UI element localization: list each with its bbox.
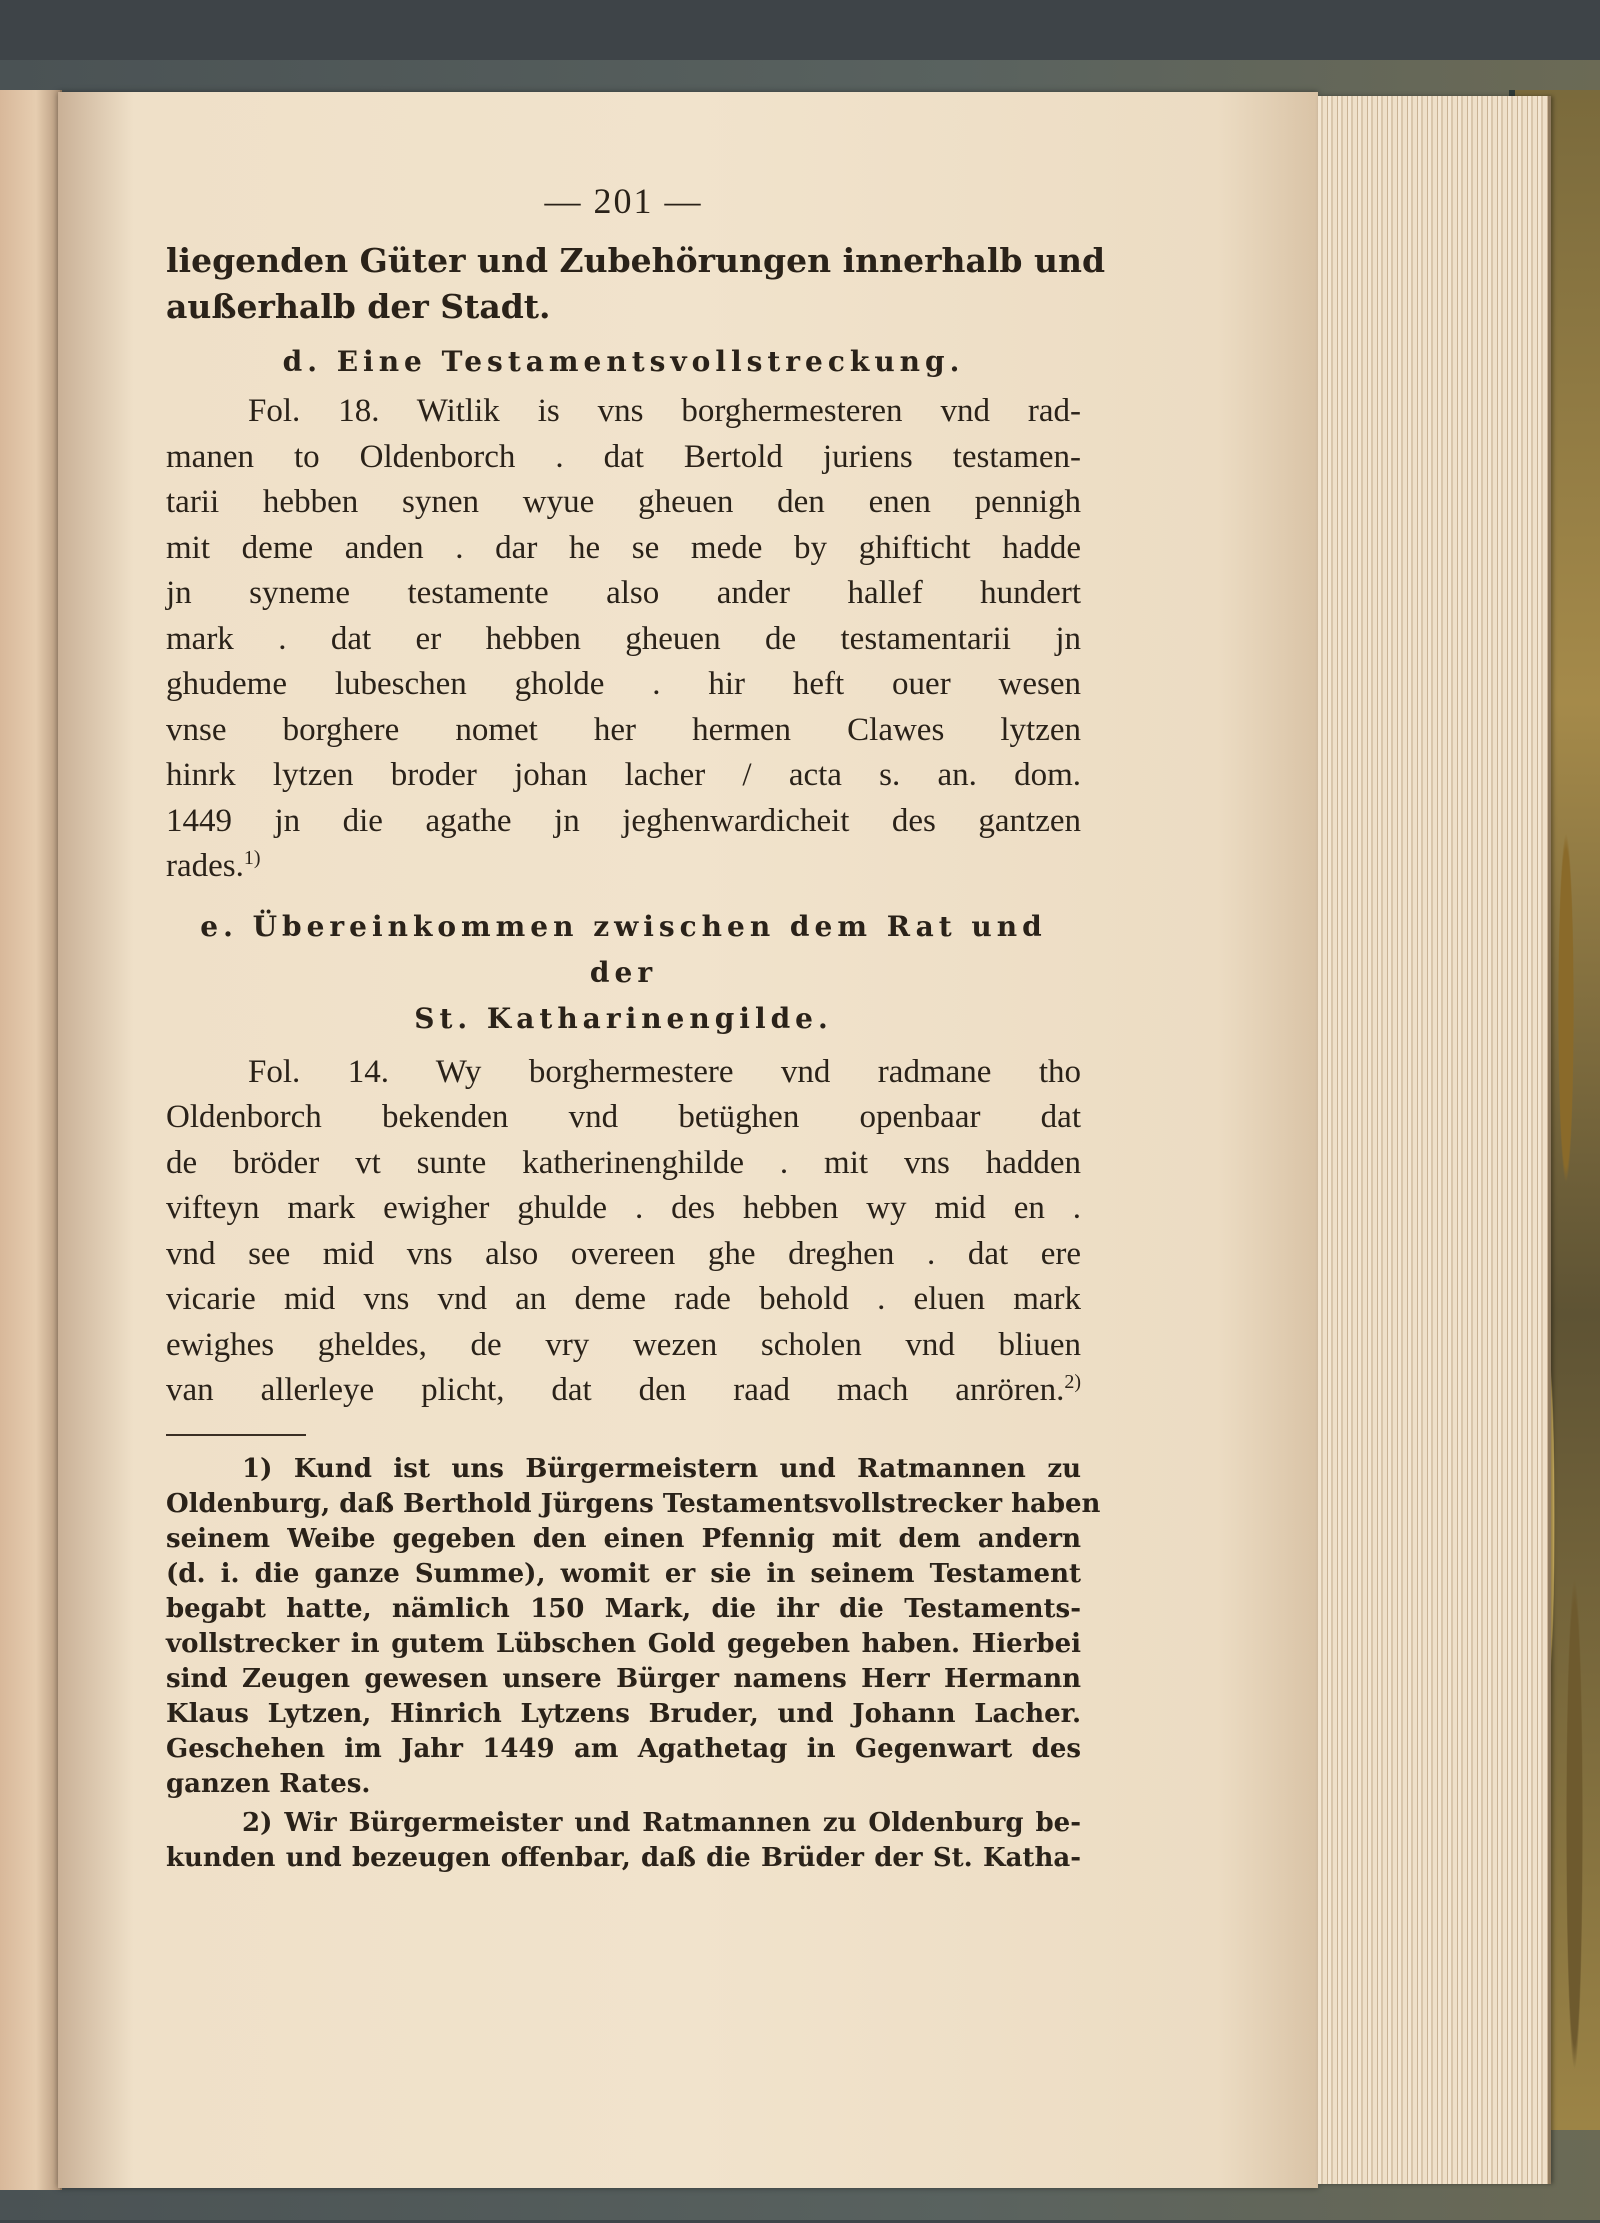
previous-page-edge <box>0 90 62 2190</box>
text-line: mark . dat er hebben gheuen de testamentarii jn <box>166 620 1081 657</box>
text-line <box>166 844 1081 890</box>
section-heading-e: e. Übereinkommen zwischen dem Rat und der <box>200 909 1047 989</box>
text-line: Oldenborch bekenden vnd betüghen openbaar dat <box>166 1099 1081 1135</box>
text-line: jn syneme testamente also ander hallef hundert <box>166 575 1081 611</box>
text-line <box>166 1368 1081 1414</box>
section-heading-e-cont: St. Katharinengilde. <box>414 1001 833 1035</box>
text-line: ghudeme lubeschen gholde . hir heft ouer wesen <box>166 666 1081 702</box>
footnote-2 <box>166 1806 1081 1876</box>
footnote-ref-1[interactable]: 1) <box>243 847 261 869</box>
text-line: vifteyn mark ewigher ghulde . des hebben wy mid en . <box>166 1190 1081 1226</box>
text-fragment: rades. <box>166 848 244 884</box>
footnote-line: sind Zeugen gewesen unsere Bürger namens Herr Hermann <box>166 1663 1081 1694</box>
page-block-edges <box>1318 96 1551 2184</box>
text-line: mit deme anden . dar he se mede by ghifticht hadde <box>166 529 1081 566</box>
footnote-line: seinem Weibe gegeben den einen Pfennig mit dem andern <box>166 1523 1081 1554</box>
footnote-line: kunden und bezeugen offenbar, daß die Brüder der St. Katha- <box>166 1842 1081 1873</box>
text-line: hinrk lytzen broder johan lacher / acta s. an. dom. <box>166 757 1081 793</box>
footnote-line: Oldenburg, daß Berthold Jürgens Testamentsvollstrecker haben <box>166 1488 1101 1519</box>
text-line: ewighes gheldes, de vry wezen scholen vnd bliuen <box>166 1326 1081 1363</box>
section-heading-d: d. Eine Testamentsvollstreckung. <box>282 345 965 378</box>
footnote-line: vollstrecker in gutem Lübschen Gold gegeben haben. Hierbei <box>166 1628 1081 1659</box>
text-line: Fol. 18. Witlik is vns borghermesteren vnd rad- <box>248 393 1081 429</box>
text-line: 1449 jn die agathe jn jeghenwardicheit des gantzen <box>166 802 1081 839</box>
footnote-line: 1) Kund ist uns Bürgermeistern und Ratmannen zu <box>242 1453 1081 1484</box>
text-fragment: van allerleye plicht, dat den raad mach anrören. <box>166 1372 1065 1408</box>
text-line: tarii hebben synen wyue gheuen den enen pennigh <box>166 484 1081 520</box>
text-line: manen to Oldenborch . dat Bertold juriens testamen- <box>166 438 1081 475</box>
paragraph-fol-18 <box>166 389 1081 890</box>
footnote-ref-2[interactable]: 2) <box>1064 1371 1081 1393</box>
text-line: Fol. 14. Wy borghermestere vnd radmane tho <box>248 1053 1081 1090</box>
text-line: de bröder vt sunte katherinenghilde . mit vns hadden <box>166 1144 1081 1181</box>
page-number: — 201 — <box>544 181 703 221</box>
text-line: vnse borghere nomet her hermen Clawes lytzen <box>166 711 1081 748</box>
footnote-line: Geschehen im Jahr 1449 am Agathetag in Gegenwart des <box>166 1733 1081 1764</box>
footnote-line: Klaus Lytzen, Hinrich Lytzens Bruder, und Johann Lacher. <box>166 1698 1081 1729</box>
text-line: vicarie mid vns vnd an deme rade behold . eluen mark <box>166 1281 1081 1317</box>
footnote-line: 2) Wir Bürgermeister und Ratmannen zu Oldenburg be- <box>242 1807 1081 1838</box>
text-line: liegenden Güter und Zubehörungen innerhalb und <box>166 241 1106 280</box>
page-text <box>166 180 1106 1876</box>
footnote-line: ganzen Rates. <box>166 1768 371 1799</box>
text-line: vnd see mid vns also overeen ghe dreghen . dat ere <box>166 1235 1081 1272</box>
footnote-1 <box>166 1452 1101 1802</box>
paragraph-fol-14 <box>166 1050 1081 1414</box>
footnote-line: begabt hatte, nämlich 150 Mark, die ihr die Testaments- <box>166 1593 1081 1624</box>
footnote-divider <box>166 1434 306 1436</box>
text-line: außerhalb der Stadt. <box>166 286 551 326</box>
footnote-line: (d. i. die ganze Summe), womit er sie in seinem Testament <box>166 1558 1081 1589</box>
